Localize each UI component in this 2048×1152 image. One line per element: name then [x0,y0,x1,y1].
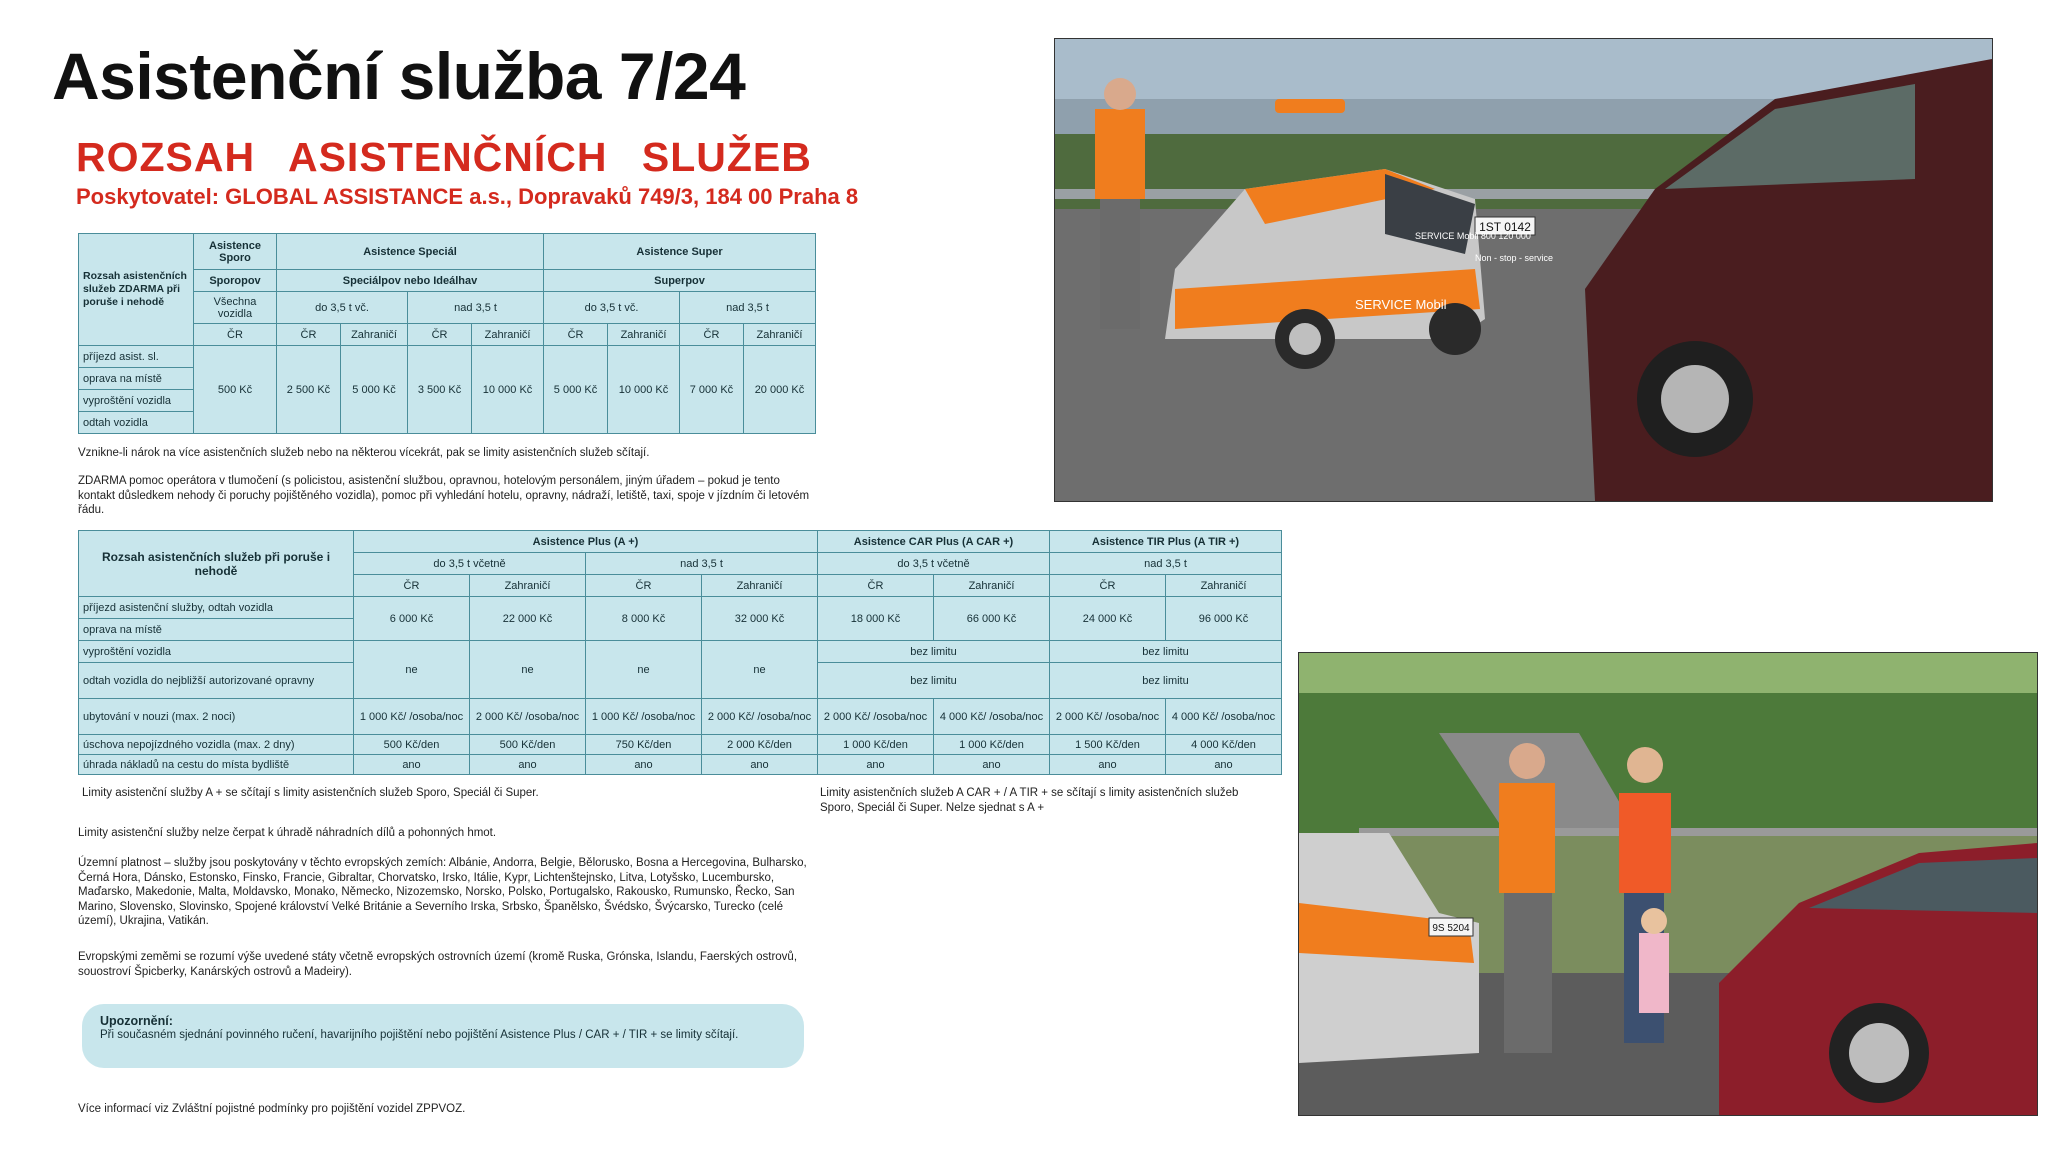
warning-title: Upozornění: [100,1014,173,1028]
limit-cell: 500 Kč/den [354,735,470,755]
weight-to: do 3,5 t vč. [277,292,408,324]
weight-to: do 3,5 t vč. [544,292,680,324]
col-car: Asistence CAR Plus (A CAR +) [818,531,1050,553]
limit-cell: 10 000 Kč [472,346,544,434]
limit-cell: ne [470,641,586,699]
limit-cell: bez limitu [818,641,1050,663]
table1-row-header: Rozsah asistenčních služeb ZDARMA při poruše i nehodě [79,234,194,346]
col-cr: ČR [354,575,470,597]
limit-cell: 18 000 Kč [818,597,934,641]
col-cr: ČR [408,324,472,346]
warning-text: Při současném sjednání povinného ručení, havarijního pojištění nebo pojištění Asistence Plus / CAR + / TIR + se limity sčítají. [100,1029,739,1041]
limit-cell: ne [354,641,470,699]
limit-cell: 2 000 Kč/ /osoba/noc [470,699,586,735]
col-abroad: Zahraničí [934,575,1050,597]
service-row-label: odtah vozidla [79,412,194,434]
col-cr: ČR [586,575,702,597]
limit-cell: 1 000 Kč/den [818,735,934,755]
sub-sporo: Sporopov [194,270,277,292]
col-tir: Asistence TIR Plus (A TIR +) [1050,531,1282,553]
car-tagline: Non - stop - service [1475,253,1554,263]
limit-cell: 2 000 Kč/ /osoba/noc [1050,699,1166,735]
limit-cell: 1 500 Kč/den [1050,735,1166,755]
w-over: nad 3,5 t [1050,553,1282,575]
limit-cell: 8 000 Kč [586,597,702,641]
limit-cell: ano [1166,755,1282,775]
note-free-help: ZDARMA pomoc operátora v tlumočení (s policistou, asistenční službou, opravnou, hotelovým personálem, jiným úřadem – pokud je tento kontakt důsledkem nehody či poruchy pojištěného vozidla), pomoc při vyhledání hotelu, opravny, nádraží, letiště, taxi, spoje v jízdním či letovém řádu. [78,475,810,516]
limit-cell: 24 000 Kč [1050,597,1166,641]
limit-cell: 5 000 Kč [340,346,407,434]
license-plate: 1ST 0142 [1479,220,1531,234]
limit-cell: ano [470,755,586,775]
service-row-label: oprava na místě [79,619,354,641]
warning-box [82,1004,804,1068]
car-rear-lettering: SERVICE Mobil 800 120 000 [1415,231,1531,241]
w-to: do 3,5 t včetně [818,553,1050,575]
basic-assistance-table [78,233,816,434]
service-row-label: vyproštění vozidla [79,641,354,663]
col-abroad: Zahraničí [472,324,544,346]
service-row-label: vyproštění vozidla [79,390,194,412]
limit-cell: 96 000 Kč [1166,597,1282,641]
sub-super: Superpov [544,270,816,292]
service-row-label: úschova nepojízdného vozidla (max. 2 dny) [79,735,354,755]
col-abroad: Zahraničí [743,324,815,346]
limit-cell: 1 000 Kč/ /osoba/noc [586,699,702,735]
service-row-label: ubytování v nouzi (max. 2 noci) [79,699,354,735]
license-plate: 9S 5204 [1432,923,1470,934]
col-cr: ČR [194,324,277,346]
weight-over: nad 3,5 t [408,292,544,324]
col-abroad: Zahraničí [702,575,818,597]
limit-cell: ano [586,755,702,775]
note-parts: Limity asistenční služby nelze čerpat k úhradě náhradních dílů a pohonných hmot. [78,827,497,839]
limit-cell: ano [934,755,1050,775]
col-abroad: Zahraničí [607,324,679,346]
w-to: do 3,5 t včetně [354,553,586,575]
limit-cell: 20 000 Kč [743,346,815,434]
limit-cell: bez limitu [1050,641,1282,663]
footer-note: Více informací viz Zvláštní pojistné podmínky pro pojištění vozidel ZPPVOZ. [78,1103,466,1115]
table2-row-header: Rozsah asistenčních služeb při poruše i nehodě [79,531,354,597]
document-heading: ROZSAH ASISTENČNÍCH SLUŽEB [76,134,812,180]
limit-cell: bez limitu [1050,663,1282,699]
note-sum-limits: Vznikne-li nárok na více asistenčních služeb nebo na některou vícekrát, pak se limity asistenčních služeb sčítají. [78,447,650,459]
limit-cell: 500 Kč [194,346,277,434]
service-row-label: odtah vozidla do nejbližší autorizované opravny [79,663,354,699]
col-super: Asistence Super [544,234,816,270]
provider-line: Poskytovatel: GLOBAL ASSISTANCE a.s., Dopravaků 749/3, 184 00 Praha 8 [76,184,859,209]
limit-cell: 3 500 Kč [408,346,472,434]
limit-cell: 10 000 Kč [607,346,679,434]
limit-cell: 6 000 Kč [354,597,470,641]
limit-cell: ne [702,641,818,699]
limit-cell: ano [702,755,818,775]
col-cr: ČR [277,324,341,346]
col-plus: Asistence Plus (A +) [354,531,818,553]
sub-special: Speciálpov nebo Ideálhav [277,270,544,292]
service-row-label: oprava na místě [79,368,194,390]
service-row-label: příjezd asistenční služby, odtah vozidla [79,597,354,619]
limit-cell: ano [818,755,934,775]
col-cr: ČR [544,324,608,346]
note-plus-limits: Limity asistenční služby A + se sčítají s limity asistenčních služeb Sporo, Speciál či Super. [82,787,539,799]
service-row-label: příjezd asist. sl. [79,346,194,368]
limit-cell: 1 000 Kč/ /osoba/noc [354,699,470,735]
limit-cell: 66 000 Kč [934,597,1050,641]
weight-over: nad 3,5 t [680,292,816,324]
limit-cell: ne [586,641,702,699]
limit-cell: 4 000 Kč/ /osoba/noc [934,699,1050,735]
photo-handshake-scene [1298,652,2038,1116]
limit-cell: 2 000 Kč/ /osoba/noc [818,699,934,735]
col-abroad: Zahraničí [1166,575,1282,597]
extended-assistance-table [78,530,1282,775]
note-european: Evropskými zeměmi se rozumí výše uvedené státy včetně evropských ostrovních území (kromě Ruska, Grónska, Islandu, Faerských ostrovů, souostroví Špicberky, Kanárských ostrovů a Madeiry). [78,951,798,978]
col-abroad: Zahraničí [340,324,407,346]
col-special: Asistence Speciál [277,234,544,270]
slide-title: Asistenční služba 7/24 [52,39,746,113]
limit-cell: ano [354,755,470,775]
limit-cell: 500 Kč/den [470,735,586,755]
limit-cell: 2 500 Kč [277,346,341,434]
service-row-label: úhrada nákladů na cestu do místa bydliště [79,755,354,775]
limit-cell: 2 000 Kč/den [702,735,818,755]
limit-cell: 7 000 Kč [680,346,744,434]
limit-cell: 32 000 Kč [702,597,818,641]
note-car-tir-limits: Limity asistenčních služeb A CAR + / A TIR + se sčítají s limity asistenčních služeb Sporo, Speciál či Super. Nelze sjednat s A + [820,787,1239,814]
limit-cell: 4 000 Kč/ /osoba/noc [1166,699,1282,735]
col-cr: ČR [1050,575,1166,597]
car-side-lettering: SERVICE Mobil [1355,297,1447,312]
limit-cell: 1 000 Kč/den [934,735,1050,755]
col-cr: ČR [680,324,744,346]
photo-assistance-car [1054,38,1993,502]
col-cr: ČR [818,575,934,597]
w-over: nad 3,5 t [586,553,818,575]
limit-cell: 750 Kč/den [586,735,702,755]
note-territory: Územní platnost – služby jsou poskytovány v těchto evropských zemích: Albánie, Andorra, Belgie, Bělorusko, Bosna a Hercegovina, Bulharsko, Černá Hora, Dánsko, Estonsko, Finsko, Francie, Gibraltar, Chorvatsko, Irsko, Itálie, Kypr, Lichtenštejnsko, Litva, Lotyšsko, Lucembursko, Maďarsko, Makedonie, Malta, Moldavsko, Monako, Německo, Nizozemsko, Norsko, Polsko, Portugalsko, Rakousko, Rumunsko, Řecko, San Marino, Slovensko, Slovinsko, Spojené království Velké Británie a Severního Irska, Srbsko, Španělsko, Švédsko, Švýcarsko, Turecko (celé území), Ukrajina, Vatikán. [78,857,807,927]
limit-cell: 22 000 Kč [470,597,586,641]
col-sporo: Asistence Sporo [194,234,277,270]
col-abroad: Zahraničí [470,575,586,597]
limit-cell: 5 000 Kč [544,346,608,434]
limit-cell: ano [1050,755,1166,775]
veh-all: Všechna vozidla [194,292,277,324]
limit-cell: 4 000 Kč/den [1166,735,1282,755]
limit-cell: bez limitu [818,663,1050,699]
limit-cell: 2 000 Kč/ /osoba/noc [702,699,818,735]
